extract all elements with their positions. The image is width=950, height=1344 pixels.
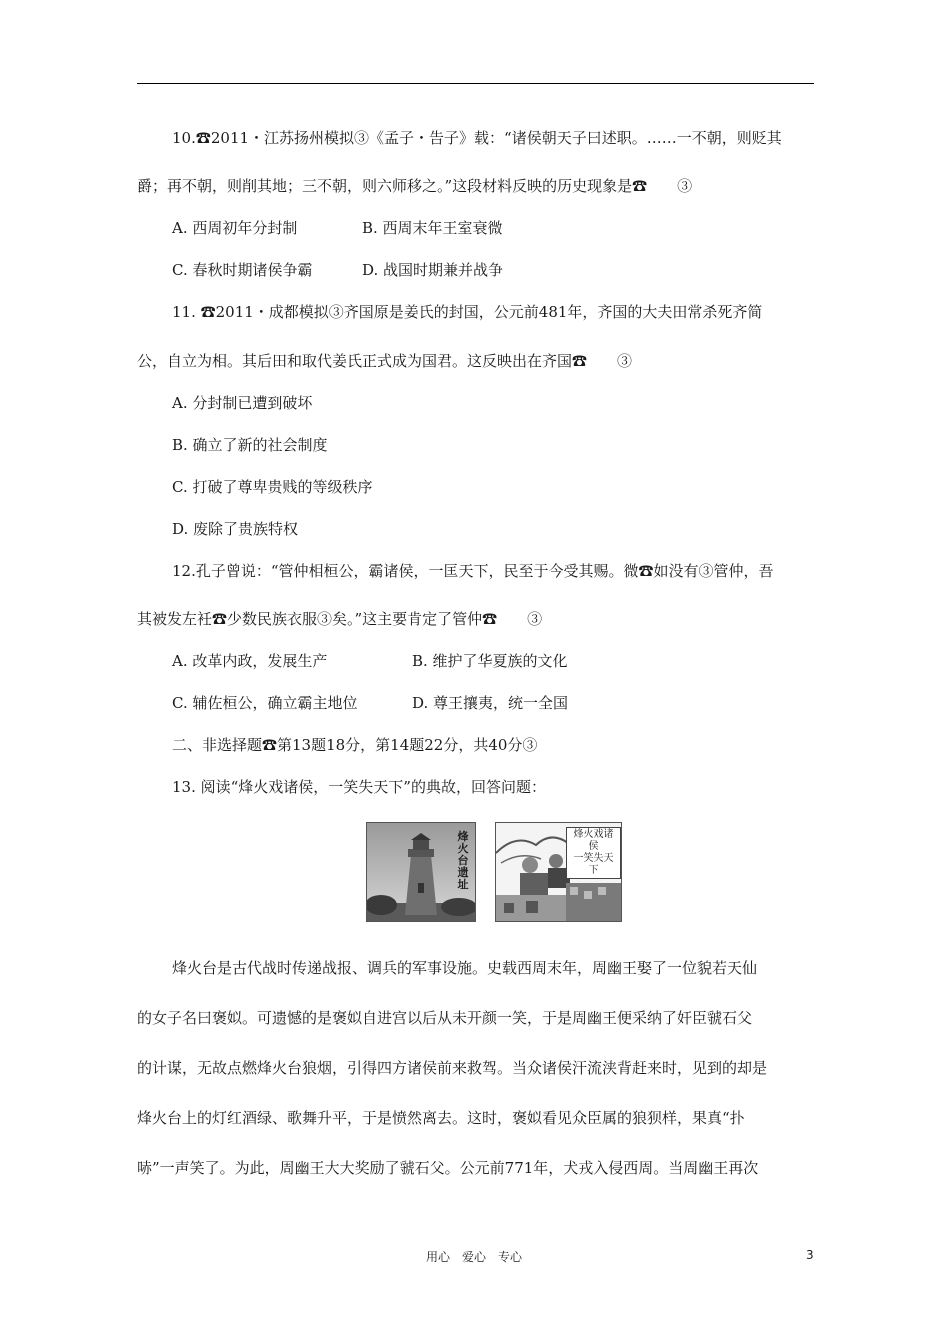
- q13-para-line4: 烽火台上的灯红酒绿、歌舞升平，于是愤然离去。这时，褒姒看见众臣属的狼狈样，果真“扑: [137, 1109, 745, 1127]
- header-rule: [137, 83, 814, 84]
- q11-option-c: C. 打破了尊卑贵贱的等级秩序: [172, 478, 373, 496]
- img2-caption-line1: 烽火戏诸侯: [573, 829, 614, 852]
- q13-para-line2: 的女子名曰褒姒。可遗憾的是褒姒自进宫以后从未开颜一笑，于是周幽王便采纳了奸臣虢石父: [137, 1009, 753, 1027]
- q10-option-d: D. 战国时期兼并战争: [362, 261, 504, 279]
- beacon-cartoon: [495, 822, 622, 922]
- q12-option-c: C. 辅佐桓公，确立霸主地位: [172, 694, 358, 712]
- q13-para-line1: 烽火台是古代战时传递战报、调兵的军事设施。史载西周末年，周幽王娶了一位貌若天仙: [172, 959, 758, 977]
- q13-para-line3: 的计谋，无故点燃烽火台狼烟，引得四方诸侯前来救驾。当众诸侯汗流浃背赶来时，见到的却是: [137, 1059, 768, 1077]
- section-heading: 二、非选择题☎第13题18分，第14题22分，共40分➂: [172, 736, 538, 754]
- q11-stem-line2: 公，自立为相。其后田和取代姜氏正式成为国君。这反映出在齐国☎ ➂: [137, 352, 633, 370]
- q13-para-line5: 哧”一声笑了。为此，周幽王大大奖励了虢石父。公元前771年，犬戎入侵西周。当周幽王再次: [137, 1159, 759, 1177]
- q13-prompt: 13. 阅读“烽火戏诸侯，一笑失天下”的典故，回答问题：: [172, 778, 546, 796]
- q10-option-c: C. 春秋时期诸侯争霸: [172, 261, 313, 279]
- page-number: 3: [806, 1248, 814, 1262]
- q10-stem-line2: 爵；再不朝，则削其地；三不朝，则六师移之。”这段材料反映的历史现象是☎ ➂: [137, 177, 693, 195]
- beacon-tower-photo: [366, 822, 476, 922]
- q11-stem-line1: 11. ☎2011・成都模拟➂齐国原是姜氏的封国，公元前481年，齐国的大夫田常杀死齐简: [172, 303, 763, 321]
- footer-motto: 用心 爱心 专心: [426, 1250, 523, 1264]
- q11-option-a: A. 分封制已遭到破坏: [172, 394, 313, 412]
- img1-caption: 烽火台遗址: [457, 830, 469, 891]
- q12-stem-line1: 12.孔子曾说：“管仲相桓公，霸诸侯，一匡天下，民至于今受其赐。微☎如没有➂管仲，吾: [172, 562, 774, 580]
- q11-option-b: B. 确立了新的社会制度: [172, 436, 328, 454]
- q11-option-d: D. 废除了贵族特权: [172, 520, 299, 538]
- q12-stem-line2: 其被发左衽☎少数民族衣服➂矣。”这主要肯定了管仲☎ ➂: [137, 610, 543, 628]
- q10-option-b: B. 西周末年王室衰微: [362, 219, 503, 237]
- q10-stem-line1: 10.☎2011・江苏扬州模拟➂《孟子・告子》载：“诸侯朝天子曰述职。……一不朝，则贬其: [172, 129, 782, 147]
- img2-caption-line2: 一笑失天下: [573, 853, 614, 876]
- q12-option-b: B. 维护了华夏族的文化: [412, 652, 568, 670]
- q10-option-a: A. 西周初年分封制: [172, 219, 298, 237]
- q12-option-d: D. 尊王攘夷，统一全国: [412, 694, 569, 712]
- q12-option-a: A. 改革内政，发展生产: [172, 652, 328, 670]
- img2-caption: [566, 827, 621, 879]
